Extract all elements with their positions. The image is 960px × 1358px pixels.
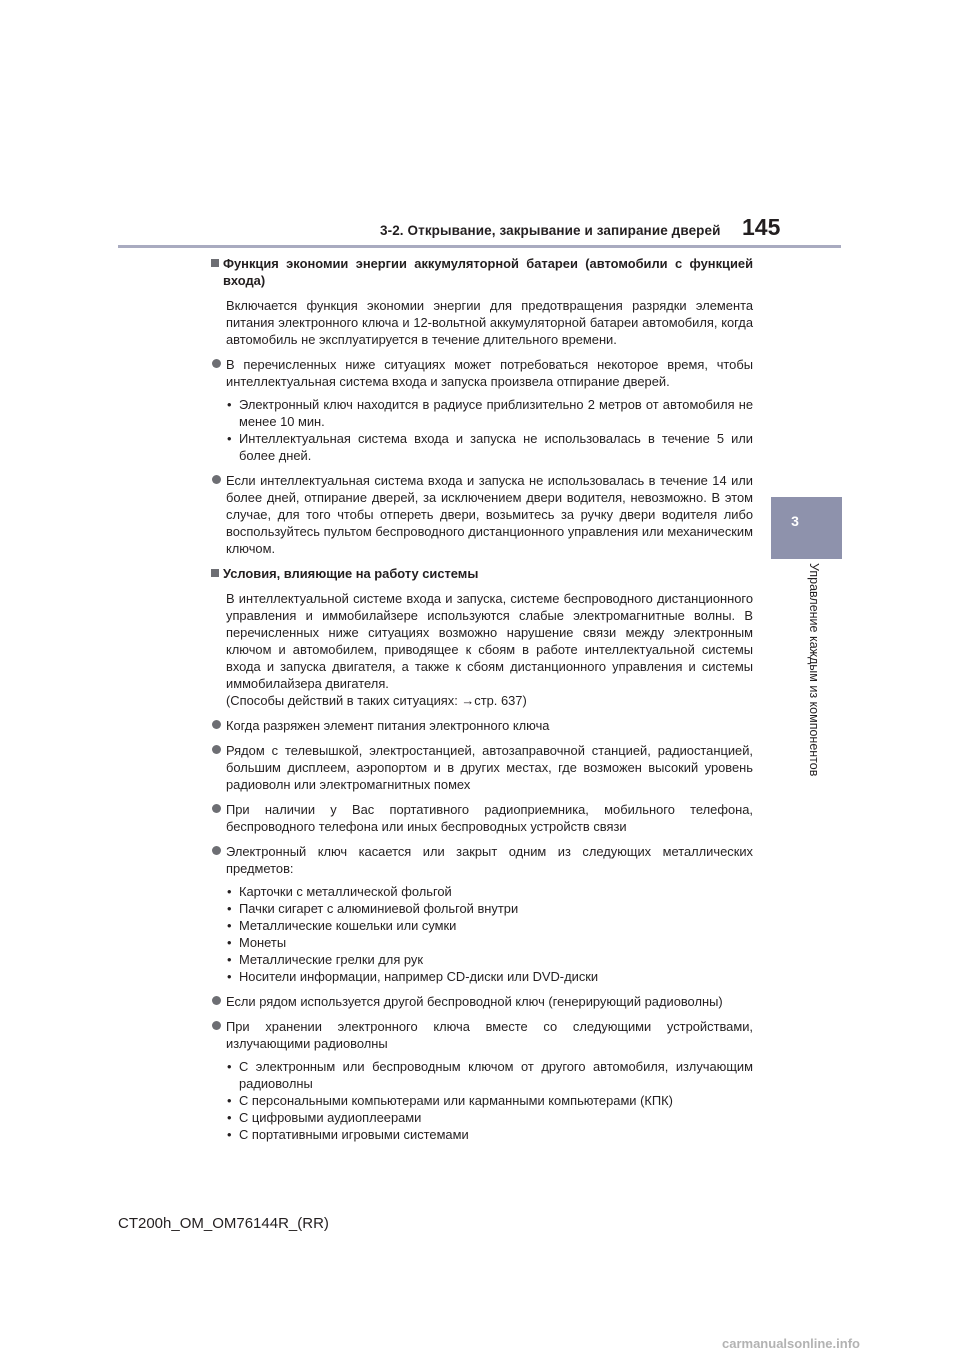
sub-list-item: • С электронным или беспроводным ключом от другого автомобиля, излучающим радиоволны <box>227 1059 753 1091</box>
chapter-title: Управление каждым из компонентов <box>807 563 821 777</box>
paragraph-battery-saver-intro: Включается функция экономии энергии для предотвращения разрядки элемента питания электронного ключа и 12-вольтной аккумуляторной батареи автомобиля, когда автомобиль не эксплуатируется в течение длительного времени. <box>226 298 753 347</box>
page-number: 145 <box>742 214 781 240</box>
circle-bullet-icon <box>212 996 221 1005</box>
sub-bullet-icon: • <box>227 918 232 933</box>
chapter-tab <box>771 497 842 559</box>
section-heading-battery-saver: Функция экономии энергии аккумуляторной батареи (автомобили с функцией входа) <box>211 255 753 289</box>
circle-bullet-icon <box>212 745 221 754</box>
sub-bullet-icon: • <box>227 1059 232 1074</box>
sub-list <box>211 396 753 464</box>
sub-bullet-icon: • <box>227 431 232 446</box>
sub-list-item: • С цифровыми аудиоплеерами <box>227 1110 422 1125</box>
sub-list-item: • Электронный ключ находится в радиусе приблизительно 2 метров от автомобиля не менее 10 мин. <box>227 397 753 429</box>
page-reference: (Способы действий в таких ситуациях: →стр. 637) <box>226 693 527 708</box>
list-item: При хранении электронного ключа вместе со следующими устройствами, излучающими радиоволны <box>211 1018 753 1052</box>
chapter-number: 3 <box>791 513 799 529</box>
sub-list-item: • С персональными компьютерами или карманными компьютерами (КПК) <box>227 1093 673 1108</box>
sub-bullet-icon: • <box>227 1093 232 1108</box>
circle-bullet-icon <box>212 804 221 813</box>
sub-bullet-icon: • <box>227 397 232 412</box>
watermark: carmanualsonline.info <box>722 1336 860 1351</box>
sub-list-item: • Пачки сигарет с алюминиевой фольгой внутри <box>227 901 519 916</box>
sub-list-item: • Металлические грелки для рук <box>227 952 423 967</box>
sub-list-item: • Носители информации, например CD-диски или DVD-диски <box>227 969 599 984</box>
sub-list-item: • С портативными игровыми системами <box>227 1127 469 1142</box>
sub-list-item: • Интеллектуальная система входа и запуска не использовалась в течение 5 или более дней. <box>227 431 753 463</box>
sub-bullet-icon: • <box>227 969 232 984</box>
circle-bullet-icon <box>212 1021 221 1030</box>
sub-bullet-icon: • <box>227 1110 232 1125</box>
list-item: Если рядом используется другой беспроводной ключ (генерирующий радиоволны) <box>211 993 753 1010</box>
paragraph-conditions-intro: В интеллектуальной системе входа и запуска, системе беспроводного дистанционного управления и иммобилайзере используются слабые электромагнитные волны. В перечисленных ниже ситуациях возможно нарушение связи между электронным ключом и автомобилем, приводящее к сбоям в работе интеллектуальной системы входа и запуска двигателя, а также к сбоям дистанционного управления и системы иммобилайзера двигателя. (Способы действий в таких ситуациях: →стр. 637) <box>226 591 753 708</box>
sub-list-item: • Монеты <box>227 935 287 950</box>
circle-bullet-icon <box>212 475 221 484</box>
sub-list <box>211 1058 753 1143</box>
list-item: Электронный ключ касается или закрыт одним из следующих металлических предметов: <box>211 843 753 877</box>
square-bullet-icon <box>211 259 219 267</box>
sub-bullet-icon: • <box>227 952 232 967</box>
sub-bullet-icon: • <box>227 884 232 899</box>
sub-bullet-icon: • <box>227 935 232 950</box>
page-content <box>211 255 753 1151</box>
sub-list-item: • Карточки с металлической фольгой <box>227 884 452 899</box>
circle-bullet-icon <box>212 359 221 368</box>
section-heading-conditions: Условия, влияющие на работу системы <box>211 565 753 582</box>
sub-list-item: • Металлические кошельки или сумки <box>227 918 457 933</box>
circle-bullet-icon <box>212 846 221 855</box>
sub-bullet-icon: • <box>227 901 232 916</box>
document-code: CT200h_OM_OM76144R_(RR) <box>118 1215 329 1232</box>
list-item: Если интеллектуальная система входа и запуска не использовалась в течение 14 или более дней, отпирание дверей, за исключением двери водителя, невозможно. В этом случае, для того чтобы отпереть двери, возьмитесь за ручку двери водителя либо воспользуйтесь пультом беспроводного дистанционного управления или механическим ключом. <box>211 472 753 557</box>
section-title: 3-2. Открывание, закрывание и запирание дверей <box>380 223 721 238</box>
sub-list <box>211 883 753 985</box>
list-item: Рядом с телевышкой, электростанцией, автозаправочной станцией, радиостанцией, большим дисплеем, аэропортом и в других местах, где возможен высокий уровень радиоволн или электромагнитных помех <box>211 742 753 793</box>
square-bullet-icon <box>211 569 219 577</box>
circle-bullet-icon <box>212 720 221 729</box>
header-divider <box>118 245 841 248</box>
list-item: При наличии у Вас портативного радиоприемника, мобильного телефона, беспроводного телефона или иных беспроводных устройств связи <box>211 801 753 835</box>
list-item: Когда разряжен элемент питания электронного ключа <box>211 717 753 734</box>
sub-bullet-icon: • <box>227 1127 232 1142</box>
list-item: В перечисленных ниже ситуациях может потребоваться некоторое время, чтобы интеллектуальная система входа и запуска произвела отпирание дверей. <box>211 356 753 390</box>
